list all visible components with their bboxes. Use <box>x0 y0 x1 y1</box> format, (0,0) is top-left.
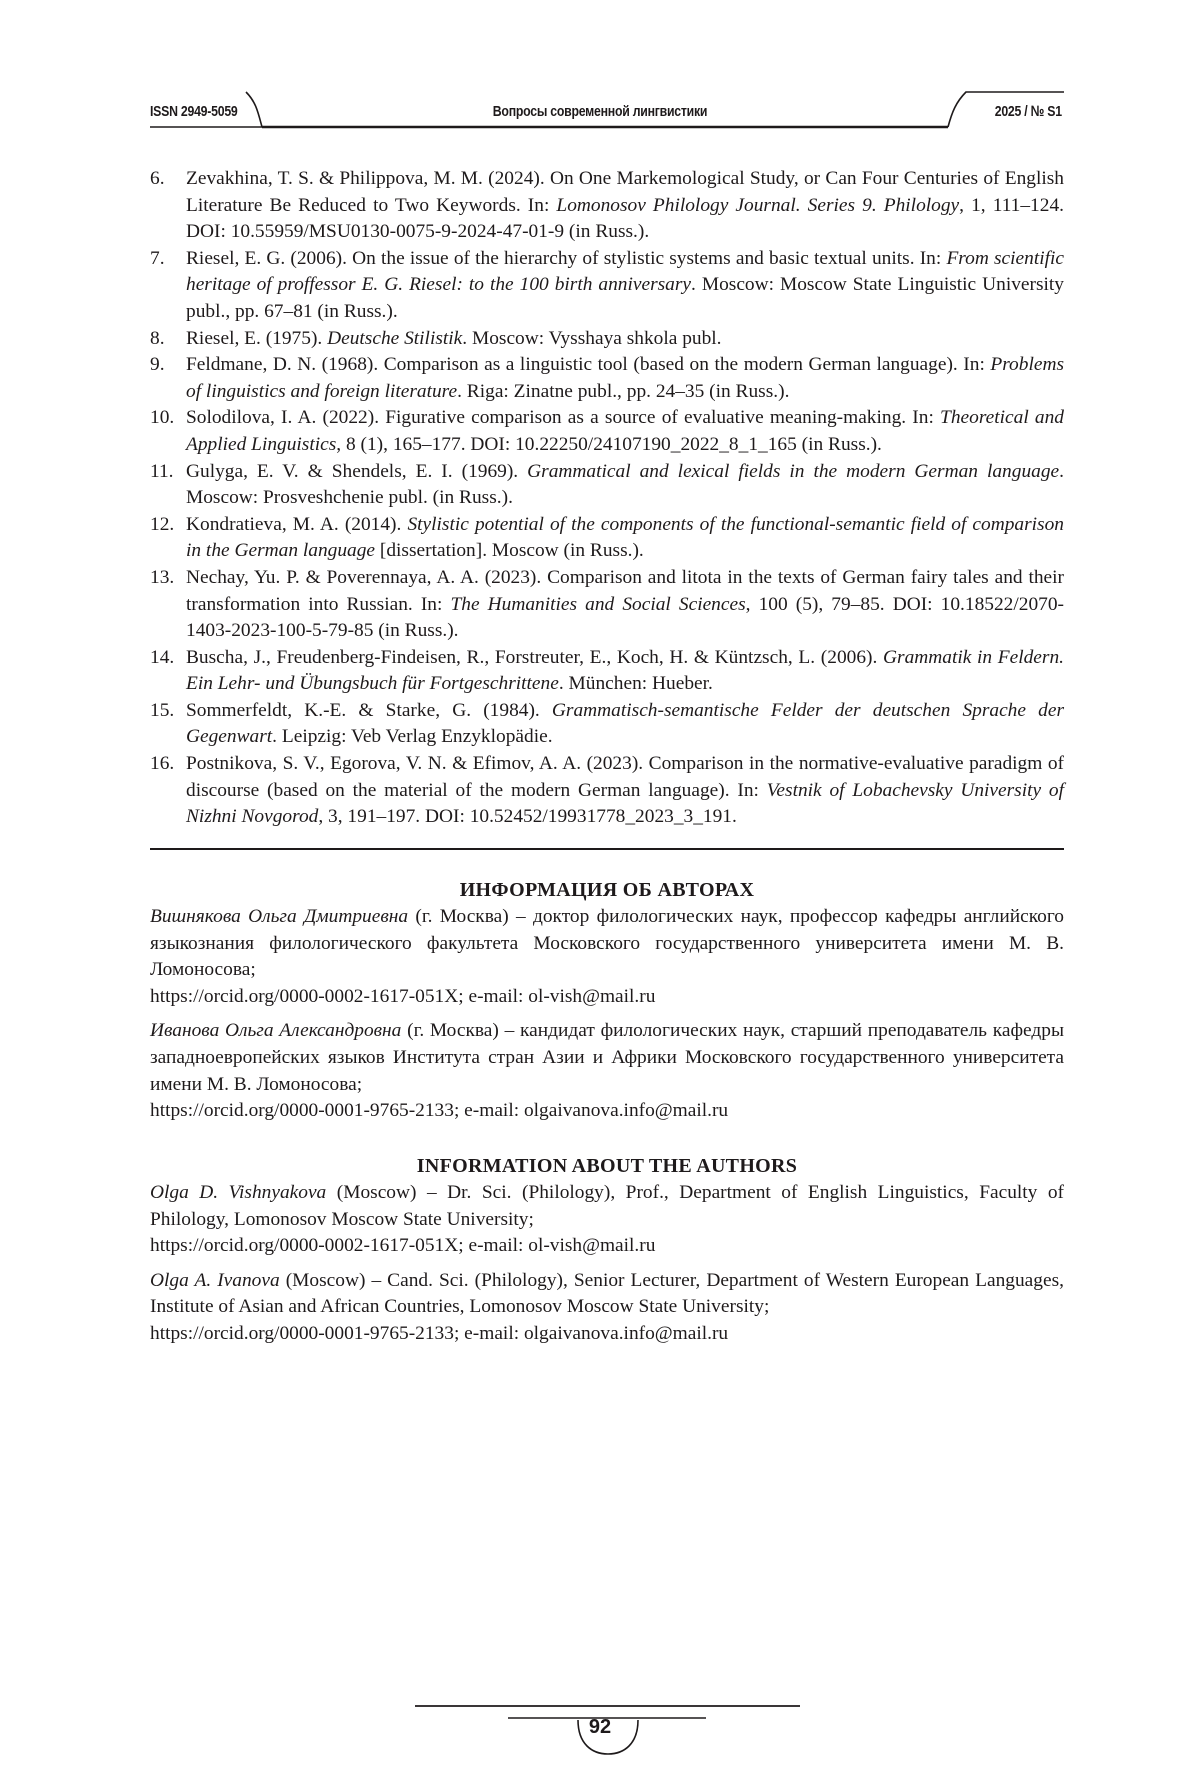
page-footer <box>0 1700 1200 1780</box>
author-bio: Иванова Ольга Александровна (г. Москва) – кандидат филологических наук, старший преподаватель кафедры западноевропейских языков Института стран Азии и Африки Московского государственного университета имени М. В. Ломоносова; <box>150 1018 1064 1098</box>
reference-text: Gulyga, E. V. & Shendels, E. I. (1969). <box>186 461 527 482</box>
author-bio: Вишнякова Ольга Дмитриевна (г. Москва) – доктор филологических наук, профессор кафедры английского языкознания филологического факультета Московского государственного университета имени М. В. Ломоносова; <box>150 904 1064 984</box>
reference-number: 16. <box>150 751 174 778</box>
reference-source-title: Stylistic potential of the components of the functional-semantic field of comparison in the German language <box>186 514 1064 562</box>
reference-item <box>150 326 1064 353</box>
author-contacts: https://orcid.org/0000-0001-9765-2133; e-mail: olgaivanova.info@mail.ru <box>150 1098 1064 1125</box>
author-name: Olga D. Vishnyakova <box>150 1182 326 1203</box>
reference-text: . Moscow: Prosveshchenie publ. (in Russ.). <box>186 461 1064 509</box>
reference-number: 14. <box>150 645 174 672</box>
reference-text: Zevakhina, T. S. & Philippova, M. M. (2024). On One Markemological Study, or Can Four Centuries of English Literature Be Reduced to Two Keywords. In: <box>186 168 1064 216</box>
reference-source-title: Lomonosov Philology Journal. Series 9. Philology <box>556 195 959 216</box>
reference-text: Riesel, E. G. (2006). On the issue of the hierarchy of stylistic systems and basic textual units. In: <box>186 248 946 269</box>
reference-text: , 3, 191–197. DOI: 10.52452/19931778_2023_3_191. <box>318 806 737 827</box>
reference-number: 7. <box>150 246 165 273</box>
reference-number: 8. <box>150 326 165 353</box>
reference-text: , 1, 111–124. DOI: 10.55959/MSU0130-0075-9-2024-47-01-9 (in Russ.). <box>186 195 1064 243</box>
reference-text: , 100 (5), 79–85. DOI: 10.18522/2070-1403-2023-100-5-79-85 (in Russ.). <box>186 594 1064 642</box>
reference-text: Postnikova, S. V., Egorova, V. N. & Efimov, A. A. (2023). Comparison in the normative-evaluative paradigm of discourse (based on the material of the modern German language). In: <box>186 753 1064 801</box>
reference-number: 11. <box>150 459 174 486</box>
reference-text: Sommerfeldt, K.-E. & Starke, G. (1984). <box>186 700 552 721</box>
reference-source-title: Deutsche Stilistik <box>327 328 462 349</box>
reference-number: 6. <box>150 166 165 193</box>
reference-source-title: Grammatical and lexical fields in the modern German language <box>527 461 1059 482</box>
reference-text: . Moscow: Vysshaya shkola publ. <box>462 328 721 349</box>
reference-source-title: Grammatisch-semantische Felder der deutschen Sprache der Gegenwart <box>186 700 1064 748</box>
reference-number: 9. <box>150 352 165 379</box>
reference-number: 15. <box>150 698 174 725</box>
reference-item <box>150 512 1064 565</box>
reference-text: . Moscow: Moscow State Linguistic University publ., pp. 67–81 (in Russ.). <box>186 274 1064 322</box>
reference-item <box>150 751 1064 831</box>
reference-text: . München: Hueber. <box>559 673 713 694</box>
reference-text: Solodilova, I. A. (2022). Figurative comparison as a source of evaluative meaning-making. In: <box>186 407 940 428</box>
journal-title: Вопросы современной лингвистики <box>108 103 1092 120</box>
reference-item <box>150 565 1064 645</box>
reference-text: Buscha, J., Freudenberg-Findeisen, R., Forstreuter, E., Koch, H. & Küntzsch, L. (2006). <box>186 647 883 668</box>
reference-text: . Leipzig: Veb Verlag Enzyklopädie. <box>272 726 552 747</box>
author-bio: Olga A. Ivanova (Moscow) – Cand. Sci. (Philology), Senior Lecturer, Department of Western European Languages, Institute of Asian and African Countries, Lomonosov Moscow State University; <box>150 1268 1064 1321</box>
reference-number: 13. <box>150 565 174 592</box>
author-name: Вишнякова Ольга Дмитриевна <box>150 906 408 927</box>
reference-item <box>150 352 1064 405</box>
footer-ornament <box>0 1700 1200 1780</box>
issue-number: 2025 / № S1 <box>995 103 1062 120</box>
reference-item <box>150 459 1064 512</box>
authors-info-en <box>150 1152 1064 1348</box>
reference-source-title: Theoretical and Applied Linguistics <box>186 407 1064 455</box>
page-number: 92 <box>0 1716 1200 1739</box>
reference-text: , 8 (1), 165–177. DOI: 10.22250/24107190_2022_8_1_165 (in Russ.). <box>336 434 882 455</box>
reference-list <box>150 166 1064 831</box>
section-heading: INFORMATION ABOUT THE AUTHORS <box>150 1152 1064 1180</box>
author-contacts: https://orcid.org/0000-0002-1617-051X; e-mail: ol-vish@mail.ru <box>150 984 1064 1011</box>
author-name: Иванова Ольга Александровна <box>150 1020 401 1041</box>
reference-text: Riesel, E. (1975). <box>186 328 327 349</box>
section-divider <box>150 848 1064 850</box>
reference-text: Nechay, Yu. P. & Poverennaya, A. A. (2023). Comparison and litota in the texts of German fairy tales and their transformation into Russian. In: <box>186 567 1064 615</box>
reference-item <box>150 405 1064 458</box>
reference-text: Feldmane, D. N. (1968). Comparison as a linguistic tool (based on the modern German language). In: <box>186 354 990 375</box>
section-heading: ИНФОРМАЦИЯ ОБ АВТОРАХ <box>150 876 1064 904</box>
header-frame <box>0 0 1200 160</box>
reference-text: Kondratieva, M. A. (2014). <box>186 514 407 535</box>
author-contacts: https://orcid.org/0000-0002-1617-051X; e-mail: ol-vish@mail.ru <box>150 1233 1064 1260</box>
reference-source-title: The Humanities and Social Sciences <box>450 594 745 615</box>
reference-source-title: Grammatik in Feldern. Ein Lehr- und Übungsbuch für Fortgeschrittene <box>186 647 1064 695</box>
reference-text: . Riga: Zinatne publ., pp. 24–35 (in Russ.). <box>457 381 789 402</box>
reference-item <box>150 698 1064 751</box>
reference-source-title: Vestnik of Lobachevsky University of Nizhni Novgorod <box>186 780 1064 828</box>
author-contacts: https://orcid.org/0000-0001-9765-2133; e-mail: olgaivanova.info@mail.ru <box>150 1321 1064 1348</box>
reference-item <box>150 246 1064 326</box>
reference-source-title: From scientific heritage of proffessor E. G. Riesel: to the 100 birth anniversary <box>186 248 1064 296</box>
reference-text: [dissertation]. Moscow (in Russ.). <box>375 540 644 561</box>
author-bio: Olga D. Vishnyakova (Moscow) – Dr. Sci. (Philology), Prof., Department of English Linguistics, Faculty of Philology, Lomonosov Moscow State University; <box>150 1180 1064 1233</box>
reference-item <box>150 166 1064 246</box>
reference-source-title: Problems of linguistics and foreign literature <box>186 354 1064 402</box>
issn: ISSN 2949-5059 <box>150 103 238 120</box>
reference-item <box>150 645 1064 698</box>
running-header <box>0 0 1200 160</box>
reference-number: 10. <box>150 405 174 432</box>
author-name: Olga A. Ivanova <box>150 1270 280 1291</box>
authors-info-ru <box>150 876 1064 1125</box>
reference-number: 12. <box>150 512 174 539</box>
